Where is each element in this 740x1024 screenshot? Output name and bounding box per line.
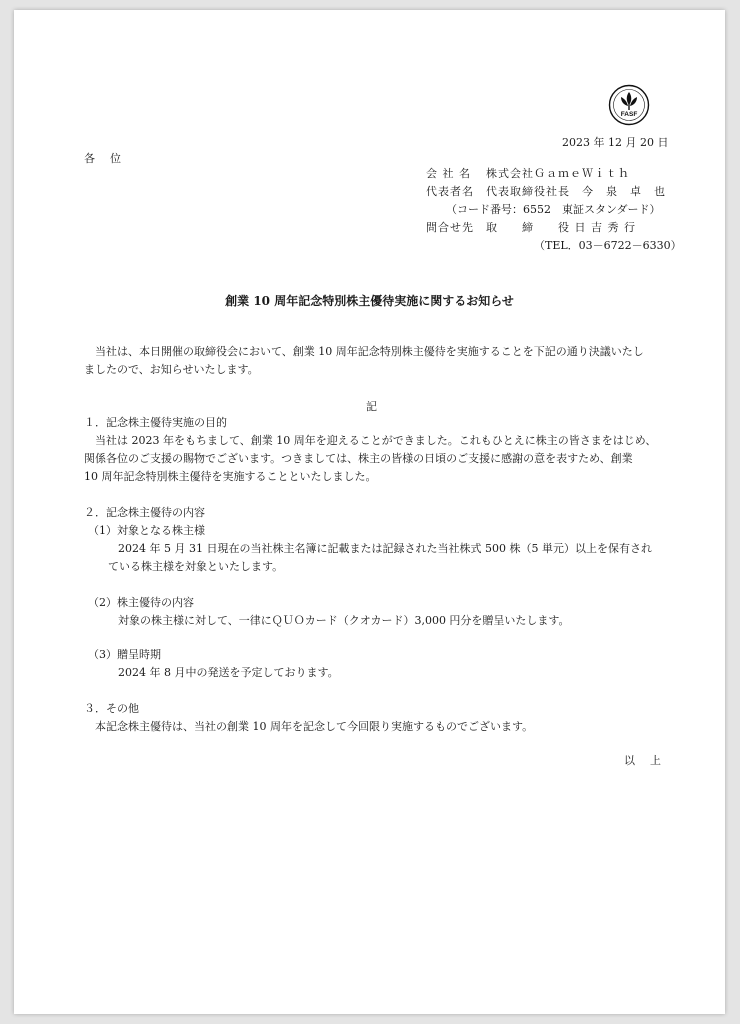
company-label: 会 社 名 (426, 167, 471, 180)
section1-line-2: 関係各位のご支援の賜物でございます。つきましては、株主の皆様の日頃のご支援に感謝の意を表すため、創業 (84, 452, 633, 465)
section2-sub2-line-1: 対象の株主様に対して、一律にＱＵＯカード（クオカード）3,000 円分を贈呈いたします。 (118, 614, 570, 627)
section2-sub3-heading: （3）贈呈時期 (88, 648, 161, 661)
section2-sub3-line-1: 2024 年 8 月中の発送を予定しております。 (118, 666, 339, 679)
company-name: 株式会社ＧａｍｅＷｉｔｈ (486, 167, 630, 180)
section2-sub2-heading: （2）株主優待の内容 (88, 596, 194, 609)
page-title: 創業 10 周年記念特別株主優待実施に関するお知らせ (225, 294, 514, 308)
section2-sub1-line-1: 2024 年 5 月 31 日現在の当社株主名簿に記載または記録された当社株式 500 株（5 単元）以上を保有され (118, 542, 652, 555)
intro-line-2: ましたので、お知らせいたします。 (84, 363, 259, 376)
ki-marker: 記 (366, 400, 377, 413)
contact-label: 問合せ先 (426, 221, 474, 234)
stock-code: （コード番号：6552 東証スタンダード） (446, 203, 661, 216)
seal-label: FASF (620, 111, 638, 118)
document-page (14, 10, 725, 1014)
intro-line-1: 当社は、本日開催の取締役会において、創業 10 周年記念特別株主優待を実施することを下記の通り決議いたし (84, 345, 644, 358)
section2-sub1-heading: （1）対象となる株主様 (88, 524, 205, 537)
fasf-seal-icon (608, 84, 650, 126)
document-date: 2023 年 12 月 20 日 (562, 136, 669, 149)
closing-mark: 以 上 (624, 754, 663, 767)
section3-heading: ３．その他 (84, 702, 139, 715)
section1-heading: １．記念株主優待実施の目的 (84, 416, 227, 429)
representative-name: 代表取締役社長 今 泉 卓 也 (486, 185, 666, 198)
section3-line-1: 本記念株主優待は、当社の創業 10 周年を記念して今回限り実施するものでございます。 (84, 720, 534, 733)
section2-sub1-line-2: ている株主様を対象といたします。 (108, 560, 284, 573)
representative-label: 代表者名 (426, 185, 474, 198)
addressee: 各 位 (84, 152, 123, 165)
contact-name: 取 締 役 日 吉 秀 行 (486, 221, 636, 234)
section1-line-3: 10 周年記念特別株主優待を実施することといたしました。 (84, 470, 377, 483)
section1-line-1: 当社は 2023 年をもちまして、創業 10 周年を迎えることができました。これもひとえに株主の皆さまをはじめ、 (84, 434, 657, 447)
section2-heading: ２．記念株主優待の内容 (84, 506, 205, 519)
contact-tel: （TEL．03－6722－6330） (534, 239, 682, 252)
